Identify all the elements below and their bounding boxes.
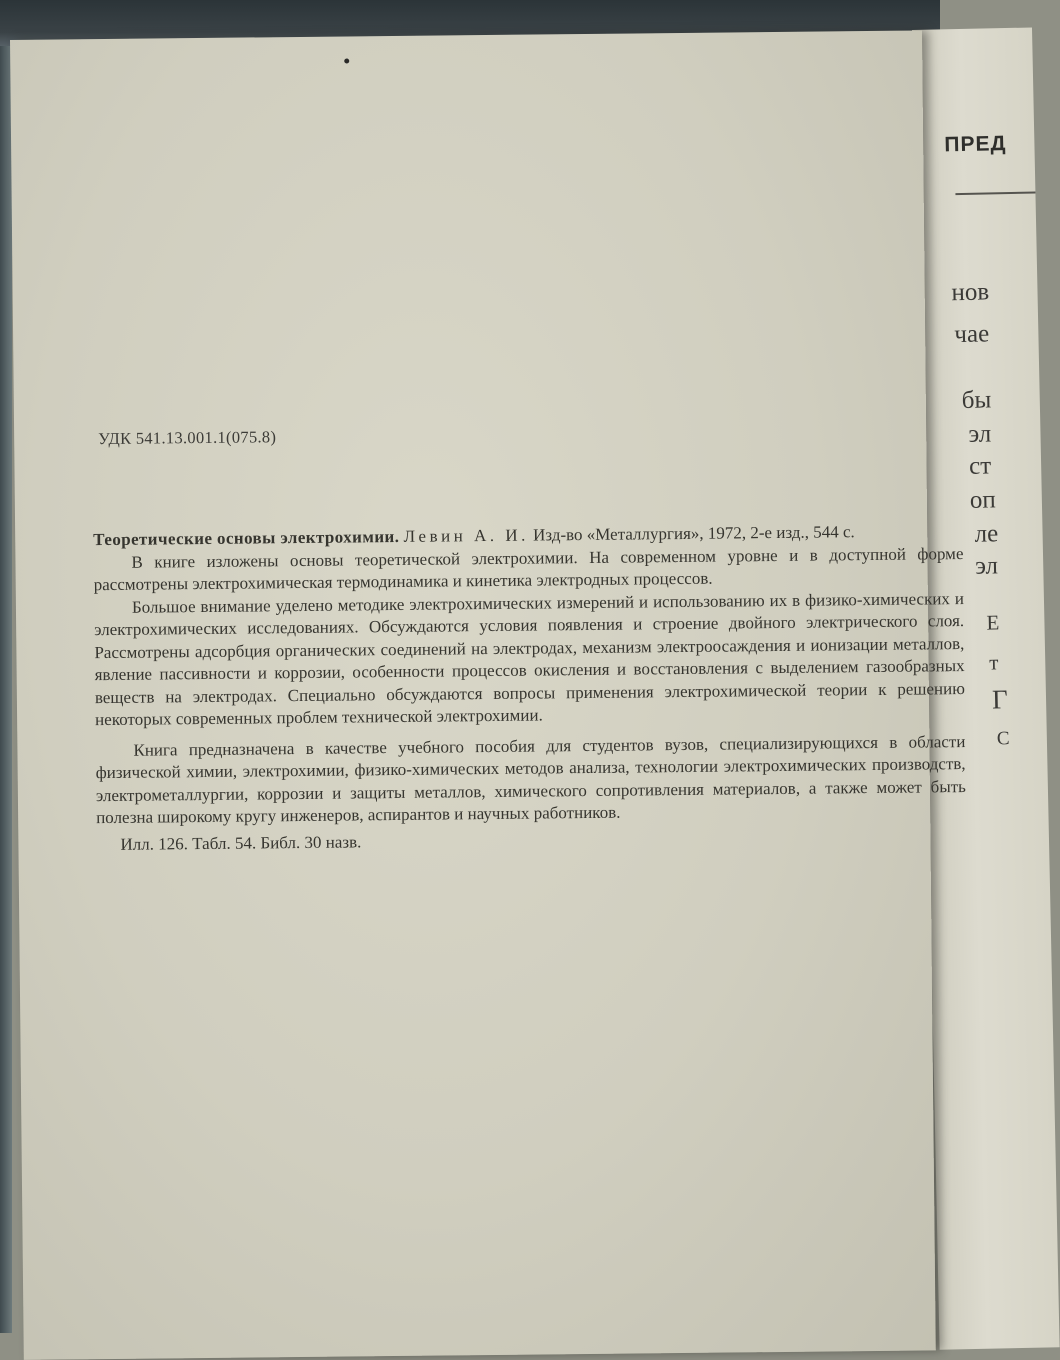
adjacent-page-line: бы — [961, 386, 992, 415]
adjacent-page-line: чае — [954, 320, 990, 349]
adjacent-page-heading: ПРЕД — [944, 132, 1007, 157]
adjacent-page-line: ле — [974, 520, 999, 548]
annotation-paragraph: Книга предназначена в качестве учебного пособия для студентов вузов, специализирующихся в области физической химии, электрохимии, физико-химических методов анализа, технологии электрохимических производств, электрометаллургии, коррозии и защиты металлов, химического сопротивления материалов, а также может быть полезна широкому кругу инженеров, аспирантов и научных работников. — [95, 731, 966, 828]
title-verso-page — [10, 30, 966, 1359]
book-publisher: Изд-во «Металлургия», — [532, 523, 704, 545]
book-title: Теоретические основы электрохимии. — [93, 526, 400, 550]
book-stats: Илл. 126. Табл. 54. Библ. 30 назв. — [120, 831, 362, 854]
adjacent-page-line: оп — [969, 486, 997, 514]
adjacent-page-line: ст — [968, 452, 992, 480]
adjacent-page-line: Г — [991, 684, 1008, 715]
adjacent-page-line: эл — [974, 552, 999, 580]
ink-speck — [344, 58, 349, 63]
adjacent-page-line: нов — [951, 278, 990, 307]
book-annotation — [93, 520, 966, 856]
adjacent-page-line: эл — [968, 420, 992, 448]
adjacent-page-rule — [955, 191, 1035, 195]
book-edition: 1972, 2-е изд., 544 с. — [707, 522, 855, 543]
adjacent-page-line: С — [996, 728, 1010, 750]
book-author: Левин А. И. — [403, 525, 529, 546]
annotation-paragraph: Большое внимание уделено методике электрохимических измерений и использованию их в физико-химических и электрохимических исследованиях. Обсуждаются условия появления и строение двойного электрического слоя. Рассмотрены адсорбция органических соединений на электродах, механизм электроосаждения и ионизации металлов, явление пассивности и коррозии, особенности процессов окисления и восстановления с выделением газообразных веществ на электродах. Специально обсуждаются вопросы применения электрохимической теории к решению некоторых современных проблем технической электрохимии. — [94, 588, 965, 730]
adjacent-page-line: Е — [986, 610, 1000, 635]
book-cover-spine — [0, 0, 12, 1333]
annotation-paragraph: В книге изложены основы теоретической электрохимии. На современном уровне и в доступной форме рассмотрены электрохимическая термодинамика и кинетика электродных процессов. — [93, 543, 964, 595]
udk-code: УДК 541.13.001.1(075.8) — [98, 427, 277, 449]
adjacent-page-line: т — [989, 650, 999, 675]
